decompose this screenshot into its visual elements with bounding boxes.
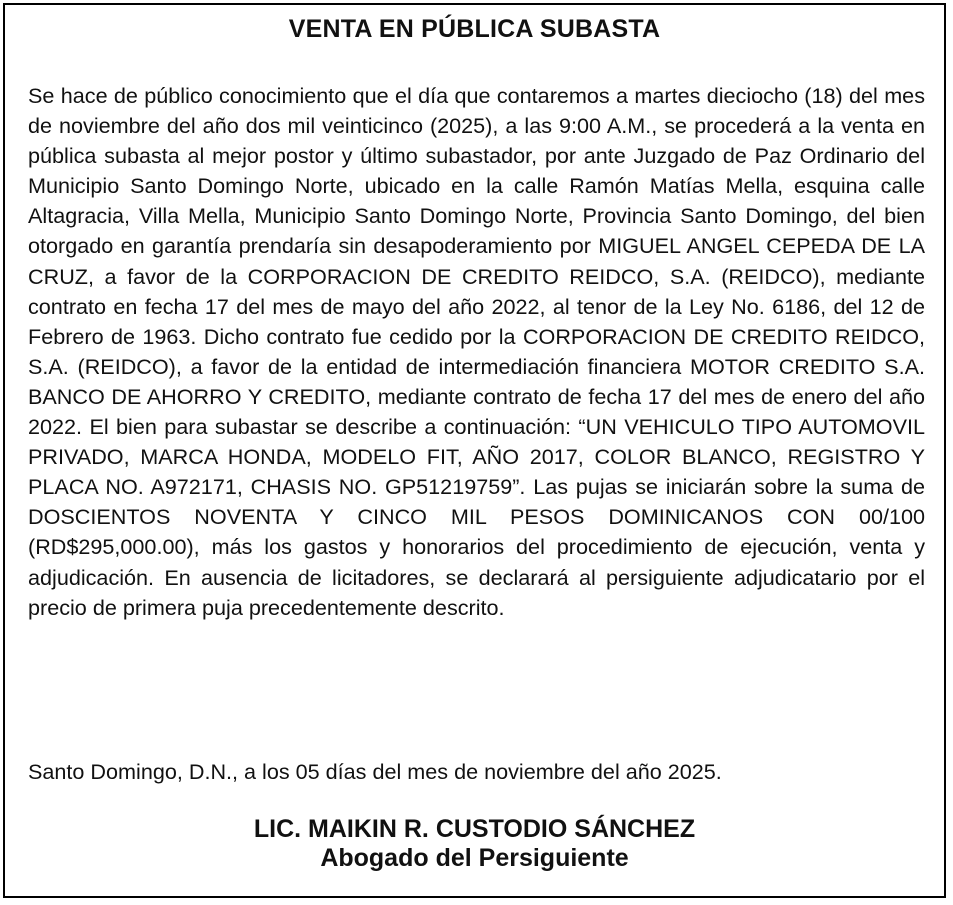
auction-notice: [3, 3, 946, 898]
signature-block: [5, 815, 944, 873]
notice-title: VENTA EN PÚBLICA SUBASTA: [288, 15, 661, 43]
signature-role: Abogado del Persiguiente: [320, 844, 629, 872]
notice-date-line: Santo Domingo, D.N., a los 05 días del mes de noviembre del año 2025.: [28, 759, 722, 784]
signature-name: LIC. MAIKIN R. CUSTODIO SÁNCHEZ: [253, 815, 696, 843]
notice-body: Se hace de público conocimiento que el día que contaremos a martes dieciocho (18) del mes de noviembre del año dos mil veinticinco (2025), a las 9:00 A.M., se procederá a la venta en pública subasta al mejor postor y último subastador, por ante Juzgado de Paz Ordinario del Municipio Santo Domingo Norte, ubicado en la calle Ramón Matías Mella, esquina calle Altagracia, Villa Mella, Municipio Santo Domingo Norte, Provincia Santo Domingo, del bien otorgado en garantía prendaría sin desapoderamiento por MIGUEL ANGEL CEPEDA DE LA CRUZ, a favor de la CORPORACION DE CREDITO REIDCO, S.A. (REIDCO), mediante contrato en fecha 17 del mes de mayo del año 2022, al tenor de la Ley No. 6186, del 12 de Febrero de 1963. Dicho contrato fue cedido por la CORPORACION DE CREDITO REIDCO, S.A. (REIDCO), a favor de la entidad de intermediación financiera MOTOR CREDITO S.A. BANCO DE AHORRO Y CREDITO, mediante contrato de fecha 17 del mes de enero del año 2022. El bien para subastar se describe a continuación: “UN VEHICULO TIPO AUTOMOVIL PRIVADO, MARCA HONDA, MODELO FIT, AÑO 2017, COLOR BLANCO, REGISTRO Y PLACA NO. A972171, CHASIS NO. GP51219759”. Las pujas se iniciarán sobre la suma de DOSCIENTOS NOVENTA Y CINCO MIL PESOS DOMINICANOS CON 00/100 (RD$295,000.00), más los gastos y honorarios del procedimiento de ejecución, venta y adjudicación. En ausencia de licitadores, se declarará al persiguiente adjudicatario por el precio de primera puja precedentemente descrito.: [28, 83, 925, 620]
